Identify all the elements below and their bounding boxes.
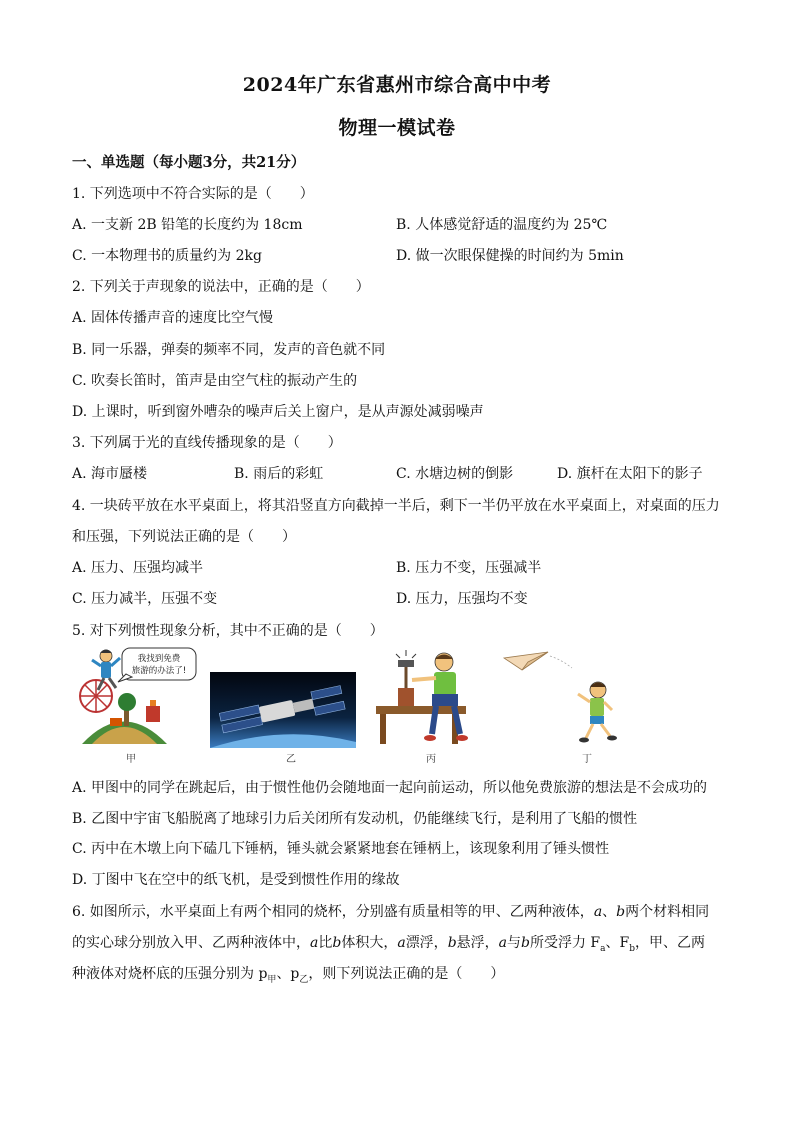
subscript-yi: 乙	[299, 974, 309, 985]
q4-stem-line1: 4. 一块砖平放在水平桌面上，将其沿竖直方向截掉一半后，剩下一半仍平放在水平桌面上，对桌面的压力	[72, 498, 720, 514]
q6-text: 体积大，	[341, 935, 398, 951]
spacecraft-illustration-icon	[210, 672, 356, 748]
subscript-b: b	[629, 943, 636, 954]
var-a: a	[310, 935, 319, 951]
traveler-illustration-icon	[72, 644, 202, 744]
q6-text: 的实心球分别放入甲、乙两种液体中，	[72, 935, 310, 951]
var-a: a	[397, 935, 406, 951]
q5-option-a: A. 甲图中的同学在跳起后，由于惯性他仍会随地面一起向前运动，所以他免费旅游的想法是不会成功的	[72, 780, 708, 796]
var-b: b	[332, 935, 342, 951]
q1-option-d: D. 做一次眼保健操的时间约为 5min	[396, 248, 624, 264]
q6-text: 两个材料相同	[625, 904, 710, 920]
q3-stem: 3. 下列属于光的直线传播现象的是（ ）	[72, 435, 342, 451]
bubble-line2: 旅游的办法了!	[131, 666, 187, 676]
exam-title: 2024年广东省惠州市综合高中中考	[242, 74, 552, 96]
var-a: a	[498, 935, 508, 951]
q1-stem: 1. 下列选项中不符合实际的是（ ）	[72, 186, 314, 202]
q4-option-d: D. 压力，压强均不变	[396, 591, 528, 607]
q6-text: ，甲、乙两	[635, 935, 706, 951]
caption-jia: 甲	[126, 754, 136, 765]
q2-stem: 2. 下列关于声现象的说法中，正确的是（ ）	[72, 279, 370, 295]
q5-option-c: C. 丙中在木墩上向下磕几下锤柄，锤头就会紧紧地套在锤柄上，该现象利用了锤头惯性	[72, 841, 610, 857]
caption-yi: 乙	[286, 754, 296, 765]
q5-stem: 5. 对下列惯性现象分析，其中不正确的是（ ）	[72, 623, 384, 639]
var-a: a	[593, 904, 603, 920]
q4-stem-line2: 和压强，下列说法正确的是（ ）	[72, 529, 296, 545]
q6-text: ，则下列说法正确的是（ ）	[308, 966, 505, 982]
q1-option-b: B. 人体感觉舒适的温度约为 25℃	[396, 217, 608, 233]
q6-text: 种液体对烧杯底的压强分别为 p	[72, 966, 268, 982]
q6-stem-line1	[72, 901, 709, 921]
caption-bing: 丙	[426, 754, 436, 765]
q2-option-d: D. 上课时，听到窗外嘈杂的噪声后关上窗户，是从声源处减弱噪声	[72, 404, 484, 420]
hammer-man-illustration-icon	[372, 650, 476, 750]
q4-option-a: A. 压力、压强均减半	[72, 560, 204, 576]
var-b: b	[521, 935, 530, 951]
q2-option-b: B. 同一乐器，弹奏的频率不同，发声的音色就不同	[72, 342, 386, 358]
q5-option-b: B. 乙图中宇宙飞船脱离了地球引力后关闭所有发动机，仍能继续飞行，是利用了飞船的惯性	[72, 811, 638, 827]
exam-subtitle: 物理一模试卷	[338, 117, 456, 139]
q1-option-a: A. 一支新 2B 铅笔的长度约为 18cm	[72, 217, 303, 233]
q3-option-d: D. 旗杆在太阳下的影子	[557, 466, 703, 482]
q2-option-c: C. 吹奏长笛时，笛声是由空气柱的振动产生的	[72, 373, 358, 389]
q3-option-c: C. 水塘边树的倒影	[396, 466, 514, 482]
paper-plane-child-illustration-icon	[502, 650, 622, 750]
q3-option-b: B. 雨后的彩虹	[234, 466, 324, 482]
subscript-a: a	[600, 943, 606, 954]
caption-ding: 丁	[582, 754, 592, 765]
q4-option-c: C. 压力减半，压强不变	[72, 591, 218, 607]
section-heading: 一、单选题（每小题3分，共21分）	[72, 154, 306, 171]
var-b: b	[616, 904, 626, 920]
q6-stem-line2	[72, 932, 705, 954]
q2-option-a: A. 固体传播声音的速度比空气慢	[72, 310, 274, 326]
q6-text: 、	[602, 904, 617, 920]
q5-figures	[72, 644, 732, 764]
q6-text: 比	[318, 935, 333, 951]
q6-stem-line3	[72, 963, 504, 985]
q6-text: 所受浮力 F	[529, 935, 601, 951]
q5-option-d: D. 丁图中飞在空中的纸飞机，是受到惯性作用的缘故	[72, 872, 400, 888]
q6-text: 6. 如图所示，水平桌面上有两个相同的烧杯，分别盛有质量相等的甲、乙两种液体，	[72, 904, 594, 920]
q6-text: 、p	[276, 966, 300, 982]
bubble-line1: 我找到免费	[137, 654, 181, 664]
q6-text: 漂浮，	[405, 935, 448, 951]
q6-text: 悬浮，	[456, 935, 499, 951]
q3-option-a: A. 海市蜃楼	[72, 466, 148, 482]
q4-option-b: B. 压力不变，压强减半	[396, 560, 542, 576]
subscript-jia: 甲	[267, 974, 277, 985]
var-b: b	[447, 935, 457, 951]
q6-text: 、F	[605, 935, 630, 951]
q1-option-c: C. 一本物理书的质量约为 2kg	[72, 248, 262, 264]
q6-text: 与	[507, 935, 522, 951]
